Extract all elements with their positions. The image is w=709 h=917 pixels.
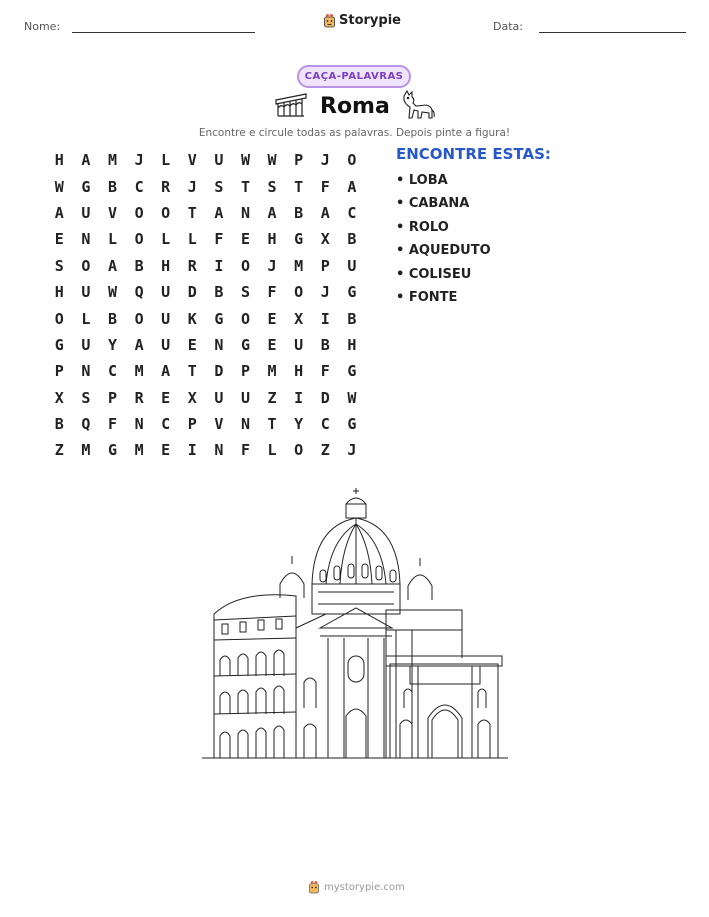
grid-letter[interactable]: U (81, 203, 91, 222)
grid-letter[interactable]: U (347, 256, 357, 275)
grid-letter[interactable]: M (107, 151, 117, 170)
letter-grid (46, 147, 365, 464)
grid-letter[interactable]: F (240, 441, 250, 460)
word-list-title: ENCONTRE ESTAS: (396, 145, 551, 163)
grid-letter[interactable]: W (347, 388, 357, 407)
grid-row (46, 253, 365, 279)
name-line[interactable] (72, 32, 255, 33)
grid-letter[interactable]: E (187, 335, 197, 354)
grid-letter[interactable]: A (214, 203, 224, 222)
grid-letter[interactable]: J (134, 151, 144, 170)
grid-letter[interactable]: P (294, 151, 304, 170)
word-item: • LOBA (396, 173, 448, 188)
grid-letter[interactable]: B (214, 283, 224, 302)
grid-letter[interactable]: X (54, 388, 64, 407)
grid-letter[interactable]: L (81, 309, 91, 328)
grid-row (46, 279, 365, 305)
grid-letter[interactable]: G (347, 415, 357, 434)
grid-letter[interactable]: W (267, 151, 277, 170)
brand-name: Storypie (339, 13, 401, 28)
grid-letter[interactable]: B (320, 335, 330, 354)
grid-letter[interactable]: U (81, 335, 91, 354)
grid-letter[interactable]: U (214, 151, 224, 170)
grid-letter[interactable]: O (161, 203, 171, 222)
word-item: • AQUEDUTO (396, 243, 491, 259)
grid-letter[interactable]: M (134, 441, 144, 460)
grid-letter[interactable]: M (81, 441, 91, 460)
grid-letter[interactable]: Y (107, 335, 117, 354)
instructions: Encontre e circule todas as palavras. Depois pinte a figura! (198, 127, 511, 139)
aqueduct-icon (274, 92, 308, 118)
grid-letter[interactable]: F (320, 362, 330, 381)
grid-letter[interactable]: S (54, 256, 64, 275)
grid-letter[interactable]: M (134, 362, 144, 381)
grid-row (46, 358, 365, 384)
storypie-logo-icon (323, 13, 336, 28)
grid-letter[interactable]: K (187, 309, 197, 328)
grid-letter[interactable]: V (214, 415, 224, 434)
grid-letter[interactable]: U (294, 335, 304, 354)
grid-letter[interactable]: D (187, 283, 197, 302)
grid-letter[interactable]: E (240, 230, 250, 249)
grid-letter[interactable]: I (187, 441, 197, 460)
grid-row (46, 385, 365, 411)
grid-letter[interactable]: A (81, 151, 91, 170)
grid-letter[interactable]: V (187, 151, 197, 170)
grid-letter[interactable]: T (187, 362, 197, 381)
grid-letter[interactable]: A (107, 256, 117, 275)
grid-row (46, 200, 365, 226)
date-line[interactable] (539, 32, 686, 33)
grid-letter[interactable]: M (294, 256, 304, 275)
word-search-badge: CAÇA-PALAVRAS (297, 65, 411, 88)
grid-letter[interactable]: C (134, 177, 144, 196)
grid-letter[interactable]: D (214, 362, 224, 381)
page-title: Roma (320, 94, 390, 119)
grid-letter[interactable]: B (134, 256, 144, 275)
grid-letter[interactable]: A (320, 203, 330, 222)
grid-letter[interactable]: G (347, 362, 357, 381)
grid-letter[interactable]: A (161, 362, 171, 381)
grid-row (46, 332, 365, 358)
grid-letter[interactable]: R (134, 388, 144, 407)
grid-letter[interactable]: H (54, 283, 64, 302)
brand (323, 13, 401, 28)
grid-letter[interactable]: I (320, 309, 330, 328)
grid-letter[interactable]: L (267, 441, 277, 460)
grid-letter[interactable]: O (134, 203, 144, 222)
grid-letter[interactable]: B (54, 415, 64, 434)
grid-letter[interactable]: P (107, 388, 117, 407)
grid-letter[interactable]: G (294, 230, 304, 249)
grid-letter[interactable]: C (161, 415, 171, 434)
grid-letter[interactable]: C (320, 415, 330, 434)
grid-letter[interactable]: N (134, 415, 144, 434)
grid-letter[interactable]: O (134, 230, 144, 249)
word-item: • FONTE (396, 289, 458, 305)
grid-letter[interactable]: N (214, 335, 224, 354)
grid-letter[interactable]: T (187, 203, 197, 222)
grid-row (46, 411, 365, 437)
grid-letter[interactable]: H (347, 335, 357, 354)
grid-letter[interactable]: B (107, 177, 117, 196)
grid-row (46, 305, 365, 331)
grid-letter[interactable]: H (267, 230, 277, 249)
grid-letter[interactable]: Q (134, 283, 144, 302)
grid-letter[interactable]: L (187, 230, 197, 249)
grid-letter[interactable]: O (294, 441, 304, 460)
grid-letter[interactable]: I (214, 256, 224, 275)
grid-letter[interactable]: F (267, 283, 277, 302)
grid-letter[interactable]: T (267, 415, 277, 434)
grid-row (46, 226, 365, 252)
grid-letter[interactable]: F (320, 177, 330, 196)
grid-letter[interactable]: M (267, 362, 277, 381)
grid-letter[interactable]: V (107, 203, 117, 222)
grid-letter[interactable]: E (267, 309, 277, 328)
grid-letter[interactable]: B (347, 230, 357, 249)
grid-letter[interactable]: O (134, 309, 144, 328)
grid-letter[interactable]: C (347, 203, 357, 222)
name-label: Nome: (24, 20, 61, 33)
grid-letter[interactable]: L (161, 230, 171, 249)
grid-letter[interactable]: J (320, 283, 330, 302)
grid-letter[interactable]: N (81, 230, 91, 249)
grid-letter[interactable]: G (81, 177, 91, 196)
grid-letter[interactable]: S (81, 388, 91, 407)
grid-letter[interactable]: Z (54, 441, 64, 460)
grid-letter[interactable]: R (161, 177, 171, 196)
grid-letter[interactable]: P (320, 256, 330, 275)
grid-letter[interactable]: O (240, 309, 250, 328)
grid-letter[interactable]: E (267, 335, 277, 354)
grid-letter[interactable]: L (107, 230, 117, 249)
grid-letter[interactable]: E (161, 441, 171, 460)
word-item: • COLISEU (396, 266, 472, 282)
grid-letter[interactable]: D (320, 388, 330, 407)
grid-letter[interactable]: Y (294, 415, 304, 434)
grid-letter[interactable]: G (107, 441, 117, 460)
grid-letter[interactable]: T (294, 177, 304, 196)
grid-row (46, 173, 365, 199)
storypie-logo-icon (308, 880, 320, 894)
grid-letter[interactable]: A (347, 177, 357, 196)
grid-letter[interactable]: O (294, 283, 304, 302)
date-label: Data: (493, 20, 523, 33)
grid-letter[interactable]: H (294, 362, 304, 381)
grid-letter[interactable]: Z (320, 441, 330, 460)
grid-letter[interactable]: U (214, 388, 224, 407)
grid-letter[interactable]: O (81, 256, 91, 275)
grid-letter[interactable]: N (81, 362, 91, 381)
grid-letter[interactable]: I (294, 388, 304, 407)
grid-letter[interactable]: B (347, 309, 357, 328)
grid-letter[interactable]: H (54, 151, 64, 170)
grid-letter[interactable]: B (294, 203, 304, 222)
grid-letter[interactable]: G (240, 335, 250, 354)
grid-letter[interactable]: H (161, 256, 171, 275)
grid-letter[interactable]: G (214, 309, 224, 328)
grid-letter[interactable]: U (161, 335, 171, 354)
grid-letter[interactable]: C (107, 362, 117, 381)
grid-letter[interactable]: F (214, 230, 224, 249)
grid-letter[interactable]: P (187, 415, 197, 434)
grid-letter[interactable]: X (294, 309, 304, 328)
grid-letter[interactable]: X (320, 230, 330, 249)
grid-letter[interactable]: B (107, 309, 117, 328)
word-item: • CABANA (396, 196, 470, 212)
grid-letter[interactable]: N (240, 415, 250, 434)
grid-letter[interactable]: Z (267, 388, 277, 407)
grid-letter[interactable]: A (267, 203, 277, 222)
grid-letter[interactable]: R (187, 256, 197, 275)
grid-letter[interactable]: E (54, 230, 64, 249)
grid-letter[interactable]: J (347, 441, 357, 460)
grid-letter[interactable]: W (54, 177, 64, 196)
grid-letter[interactable]: E (161, 388, 171, 407)
grid-letter[interactable]: G (54, 335, 64, 354)
grid-letter[interactable]: A (54, 203, 64, 222)
grid-letter[interactable]: J (320, 151, 330, 170)
grid-letter[interactable]: U (81, 283, 91, 302)
footer (308, 880, 405, 894)
word-list (396, 171, 491, 311)
grid-letter[interactable]: U (161, 309, 171, 328)
grid-letter[interactable]: W (107, 283, 117, 302)
grid-letter[interactable]: T (240, 177, 250, 196)
grid-letter[interactable]: S (267, 177, 277, 196)
wolf-icon (400, 90, 436, 122)
grid-letter[interactable]: J (267, 256, 277, 275)
grid-letter[interactable]: P (240, 362, 250, 381)
grid-letter[interactable]: S (240, 283, 250, 302)
word-item: • ROLO (396, 219, 449, 235)
grid-letter[interactable]: U (161, 283, 171, 302)
grid-letter[interactable]: G (347, 283, 357, 302)
grid-letter[interactable]: O (240, 256, 250, 275)
grid-letter[interactable]: O (54, 309, 64, 328)
grid-letter[interactable]: N (240, 203, 250, 222)
grid-letter[interactable]: P (54, 362, 64, 381)
grid-row (46, 437, 365, 463)
grid-letter[interactable]: O (347, 151, 357, 170)
grid-letter[interactable]: S (214, 177, 224, 196)
grid-letter[interactable]: J (187, 177, 197, 196)
grid-letter[interactable]: U (240, 388, 250, 407)
footer-url[interactable]: mystorypie.com (324, 881, 405, 893)
grid-letter[interactable]: A (134, 335, 144, 354)
grid-letter[interactable]: Q (81, 415, 91, 434)
rome-buildings-illustration[interactable] (200, 488, 510, 764)
grid-letter[interactable]: X (187, 388, 197, 407)
grid-letter[interactable]: W (240, 151, 250, 170)
grid-letter[interactable]: N (214, 441, 224, 460)
grid-row (46, 147, 365, 173)
grid-letter[interactable]: L (161, 151, 171, 170)
grid-letter[interactable]: F (107, 415, 117, 434)
